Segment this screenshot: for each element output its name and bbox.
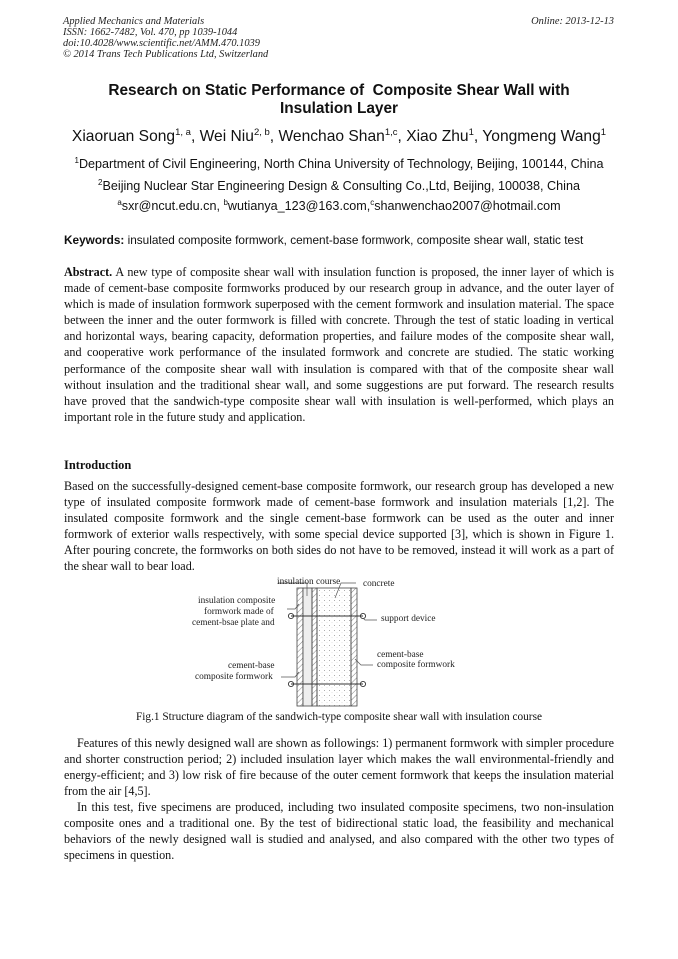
author-sup: 1 — [600, 127, 607, 138]
author-name: Xiaoruan Song — [71, 128, 176, 145]
label-concrete: concrete — [363, 579, 395, 589]
author-emails — [30, 199, 648, 213]
email-link[interactable]: sxr@ncut.edu.cn, — [121, 199, 224, 213]
copyright-line: © 2014 Trans Tech Publications Ltd, Switzerland — [63, 49, 269, 60]
label-insulation-course: insulation course — [277, 577, 341, 587]
online-date: Online: 2013-12-13 — [531, 16, 614, 27]
figure-1 — [183, 574, 463, 709]
label-insulation-formwork-1: insulation composite — [198, 596, 276, 606]
label-cement-base-left-2: composite formwork — [195, 672, 273, 682]
email-sup: b — [223, 198, 228, 207]
title-line-1: Research on Static Performance of Composite Shear Wall with — [108, 82, 570, 99]
label-insulation-formwork-3: cement-bsae plate and — [192, 618, 275, 628]
figure-caption: Fig.1 Structure diagram of the sandwich-type composite shear wall with insulation course — [136, 711, 542, 723]
email-link[interactable]: shanwenchao2007@hotmail.com — [374, 199, 561, 213]
abstract — [64, 264, 614, 425]
abstract-text: A new type of composite shear wall with insulation function is proposed, the inner layer of which is made of cement-base composite formworks produced by our research group in advance, and the outer layer of which is made of insulation formwork superposed with the cement formwork and insulation material. The space between the inner and the outer formwork is filled with concrete. Through the test of static loading in vertical and horizontal ways, bearing capacity, deformation properties, and failure modes of the composite shear wall, and cooperative work performance of the insulated formwork and concrete are studied. The static working performance of the composite shear wall with insulation is compared with that of the composite shear wall without insulation and the traditional shear wall, and some suggestions are put forward. The research results have proved that the sandwich-type composite shear wall with insulation is well-performed, which plays an important role in the future study and application. — [64, 265, 614, 424]
label-cement-base-right-2: composite formwork — [377, 660, 455, 670]
email-sup: a — [117, 198, 122, 207]
abstract-label: Abstract. — [64, 265, 113, 279]
affiliation-1 — [30, 157, 648, 171]
affiliation-text: Beijing Nuclear Star Engineering Design & Consulting Co.,Ltd, Beijing, 100038, China — [102, 179, 580, 193]
author-name: Yongmeng Wang — [482, 128, 601, 145]
intro-paragraph-1: Based on the successfully-designed cement-base composite formwork, our research group has developed a new type of insulated composite formwork made of cement-base formwork and insulation materials [1,2]. The insulated composite formwork and the single cement-base formwork can be used as the outer and inner formwork of exterior walls respectively, with some special device supported [3], which is shown in Figure 1. After pouring concrete, the formworks on both sides do not have to be removed, instead it will work as a part of the shear wall to bear load. — [64, 479, 614, 574]
title-line-2: Insulation Layer — [279, 100, 399, 117]
email-link[interactable]: wutianya_123@163.com, — [227, 199, 371, 213]
author-sup: 2, b — [253, 127, 270, 138]
insulation-layer — [303, 588, 312, 706]
author-name: Wei Niu — [199, 128, 254, 145]
author-sup: 1,c — [384, 127, 398, 138]
author-sup: 1, a — [175, 127, 191, 138]
author-sup: 1 — [468, 127, 474, 138]
right-cement-formwork — [351, 588, 357, 706]
issn-line: ISSN: 1662-7482, Vol. 470, pp 1039-1044 — [63, 27, 238, 38]
keywords-label: Keywords: — [64, 233, 125, 247]
label-insulation-formwork-2: formwork made of — [204, 607, 274, 617]
affiliation-sup: 1 — [74, 156, 79, 165]
affiliation-text: Department of Civil Engineering, North China University of Technology, Beijing, 100144, China — [78, 157, 604, 171]
concrete-core — [317, 588, 351, 706]
journal-name: Applied Mechanics and Materials — [63, 16, 205, 27]
label-cement-base-right-1: cement-base — [377, 650, 424, 660]
affiliation-sup: 2 — [98, 178, 103, 187]
paper-title — [60, 82, 618, 118]
author-name: Wenchao Shan — [278, 128, 385, 145]
keywords-text: insulated composite formwork, cement-base formwork, composite shear wall, static test — [124, 233, 584, 247]
label-support-device: support device — [381, 614, 436, 624]
wall-section-diagram — [183, 574, 463, 709]
intro-paragraph-3: In this test, five specimens are produced, including two insulated composite specimens, two non-insulation composite ones and a traditional one. By the test of bidirectional static load, the feasibility and mechanical behaviors of the newly designed wall is studied and analysed, and also compared with the other two types of specimens in question. — [64, 800, 614, 863]
affiliation-2 — [30, 179, 648, 193]
doi-line[interactable]: doi:10.4028/www.scientific.net/AMM.470.1039 — [63, 38, 260, 49]
author-name: Xiao Zhu — [406, 128, 469, 145]
intro-paragraph-2: Features of this newly designed wall are shown as followings: 1) permanent formwork with simpler procedure and shorter construction period; 2) included insulation layer which makes the wall environmental-friendly and energy-efficient; and 3) low risk of fire because of the outer cement formwork that keeps the insulation material from the air [4,5]. — [64, 736, 614, 799]
label-cement-base-left-1: cement-base — [228, 661, 275, 671]
keywords — [64, 233, 624, 247]
author-list: Xiaoruan Song$^{1, a}$, Wei Niu$^{2, b}$, Wenchao Shan$^{1,c}$, Xiao Zhu$^1$, Yongmeng Wang$^1$ — [71, 127, 607, 145]
middle-cement-plate — [312, 588, 317, 706]
section-heading-introduction: Introduction — [64, 458, 132, 472]
email-sup: c — [370, 198, 375, 207]
